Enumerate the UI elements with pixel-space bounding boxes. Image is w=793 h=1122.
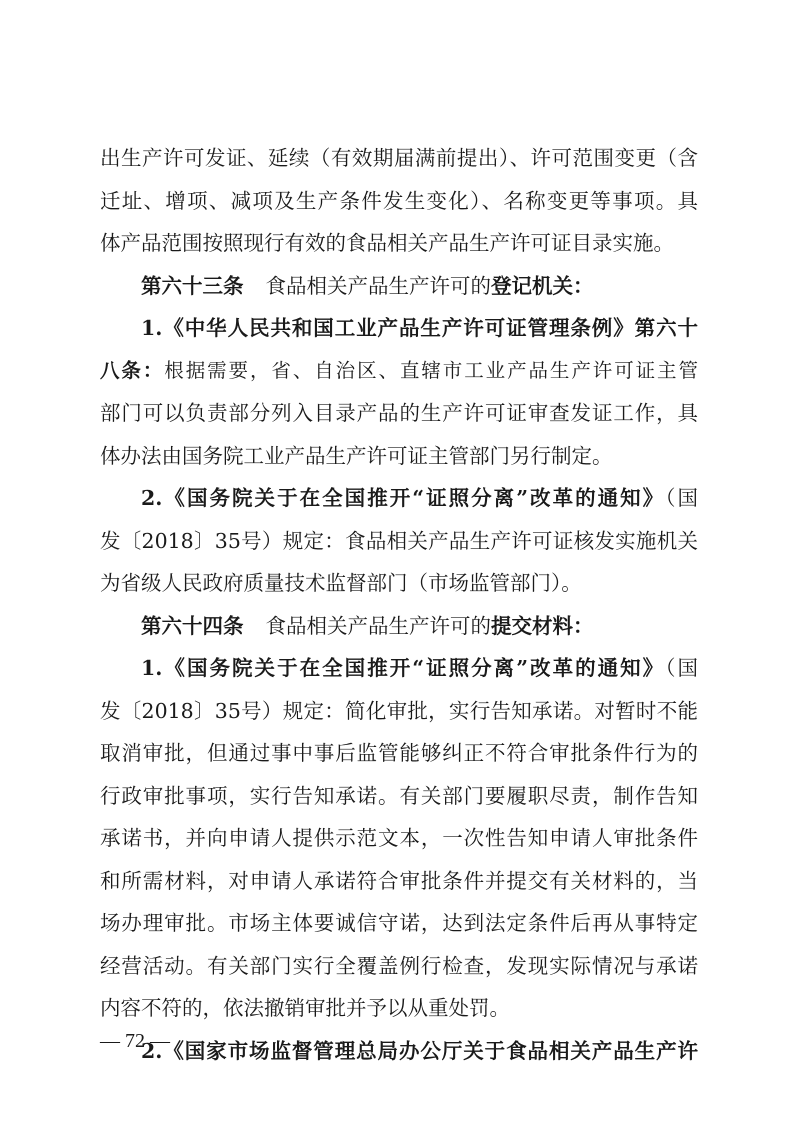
body-text <box>100 137 698 1072</box>
citation-line: 2.《国务院关于在全国推开“证照分离”改革的通知》（国 <box>141 486 698 510</box>
paragraph-line: 和所需材料，对申请人承诺符合审批条件并提交有关材料的，当 <box>100 868 698 893</box>
article-topic: 提交材料： <box>491 613 594 638</box>
article-subject: 食品相关产品生产许可的 <box>265 273 491 298</box>
article-subject: 食品相关产品生产许可的 <box>265 613 491 638</box>
paragraph-line: 出生产许可发证、延续（有效期届满前提出）、许可范围变更（含 <box>100 146 698 170</box>
paragraph-line: 发〔2018〕35号）规定：食品相关产品生产许可证核发实施机关 <box>100 528 698 553</box>
paragraph-line: 发〔2018〕35号）规定：简化审批，实行告知承诺。对暂时不能 <box>100 698 698 723</box>
citation-line: 2.《国家市场监督管理总局办公厅关于食品相关产品生产许 <box>141 1038 698 1063</box>
paragraph-line: 内容不符的，依法撤销审批并予以从重处罚。 <box>100 996 510 1020</box>
article-64-heading <box>100 605 698 648</box>
page-number: — 72 — <box>100 1030 170 1052</box>
paragraph-line: 行政审批事项，实行告知承诺。有关部门要履职尽责，制作告知 <box>100 783 698 808</box>
citation-line: 1.《国务院关于在全国推开“证照分离”改革的通知》（国 <box>141 656 698 680</box>
article-number: 第六十三条 <box>141 273 244 298</box>
paragraph-line: 体办法由国务院工业产品生产许可证主管部门另行制定。 <box>100 443 613 468</box>
citation-line: 1.《中华人民共和国工业产品生产许可证管理条例》第六十 <box>141 316 698 340</box>
paragraph-line: 部门可以负责部分列入目录产品的生产许可证审查发证工作，具 <box>100 401 698 425</box>
paragraph-line: 为省级人民政府质量技术监督部门（市场监管部门）。 <box>100 571 582 595</box>
paragraph-line: 取消审批，但通过事中事后监管能够纠正不符合审批条件行为的 <box>100 741 698 765</box>
paragraph-line: 迁址、增项、减项及生产条件发生变化）、名称变更等事项。具 <box>100 188 698 213</box>
paragraph-line: 经营活动。有关部门实行全覆盖例行检查，发现实际情况与承诺 <box>100 953 698 978</box>
paragraph-line: 承诺书，并向申请人提供示范文本，一次性告知申请人审批条件 <box>100 826 698 850</box>
paragraph-line: 体产品范围按照现行有效的食品相关产品生产许可证目录实施。 <box>100 231 674 255</box>
article-number: 第六十四条 <box>141 613 244 638</box>
article-topic: 登记机关： <box>491 273 594 298</box>
paragraph-line: 场办理审批。市场主体要诚信守诺，达到法定条件后再从事特定 <box>100 911 698 935</box>
article-63-heading <box>100 265 698 308</box>
paragraph-line: 八条：根据需要，省、自治区、直辖市工业产品生产许可证主管 <box>100 358 698 382</box>
